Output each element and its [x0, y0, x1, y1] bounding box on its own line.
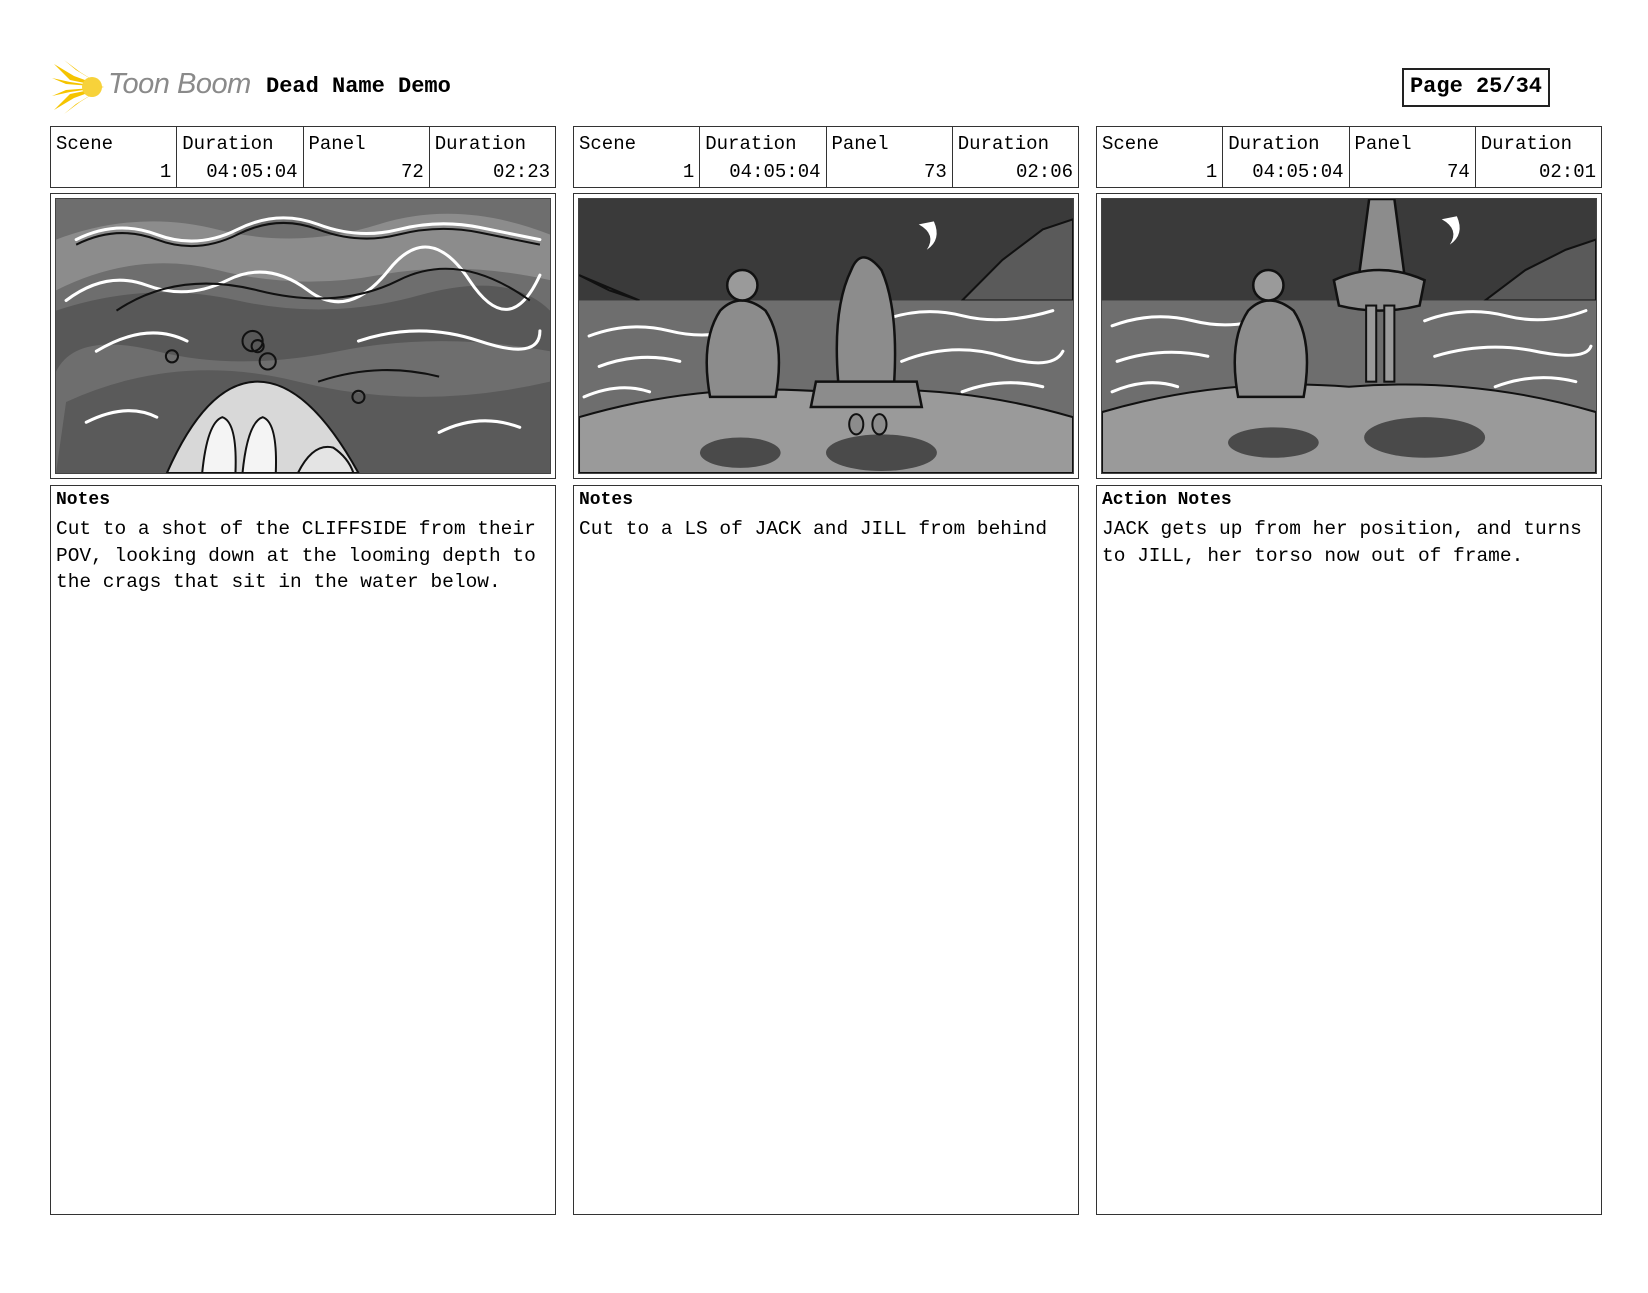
scene-duration-value: 04:05:04: [206, 161, 298, 183]
scene-value: 1: [1205, 161, 1218, 183]
panel-label: Panel: [1354, 133, 1412, 155]
panel-column-73: [573, 126, 1079, 1215]
panel-value: 73: [923, 161, 947, 183]
notes-title: Notes: [56, 490, 111, 510]
panel-duration-value: 02:06: [1015, 161, 1073, 183]
panel-cell: [826, 127, 952, 187]
notes-box: [50, 485, 556, 1215]
storyboard-frame: [50, 193, 556, 479]
scene-duration-value: 04:05:04: [1252, 161, 1344, 183]
duration-label: Duration: [434, 133, 526, 155]
notes-box: [1096, 485, 1602, 1215]
panel-duration-cell: [429, 127, 555, 187]
panel-value: 72: [400, 161, 424, 183]
sunburst-logo-icon: [52, 60, 106, 114]
panel-cell: [1349, 127, 1475, 187]
scene-cell: [574, 127, 699, 187]
panel-duration-cell: [952, 127, 1078, 187]
panel-column-72: [50, 126, 556, 1215]
duration-label: Duration: [182, 133, 274, 155]
scene-label: Scene: [579, 133, 637, 155]
brand-name: Toon Boom: [108, 68, 251, 100]
notes-title: Notes: [579, 490, 634, 510]
scene-label: Scene: [1102, 133, 1160, 155]
storyboard-frame: [573, 193, 1079, 479]
project-title: Dead Name Demo: [266, 74, 451, 99]
scene-duration-value: 04:05:04: [729, 161, 821, 183]
panel-duration-value: 02:01: [1538, 161, 1596, 183]
panel-info-table: [50, 126, 556, 188]
scene-duration-cell: [176, 127, 302, 187]
panel-value: 74: [1446, 161, 1470, 183]
panel-column-74: [1096, 126, 1602, 1215]
page-number: Page 25/34: [1402, 68, 1550, 107]
toon-boom-logo: [52, 58, 252, 114]
scene-duration-cell: [1222, 127, 1348, 187]
duration-label: Duration: [1480, 133, 1572, 155]
notes-text: Cut to a shot of the CLIFFSIDE from their POV, looking down at the looming depth to the crags that sit in the water below.: [56, 518, 548, 593]
duration-label: Duration: [705, 133, 797, 155]
storyboard-frame: [1096, 193, 1602, 479]
notes-title: Action Notes: [1102, 490, 1232, 510]
cliffside-pov-sketch: [56, 199, 550, 473]
duration-label: Duration: [1228, 133, 1320, 155]
scene-cell: [51, 127, 176, 187]
jack-stands-sketch: [1102, 199, 1596, 473]
panel-duration-cell: [1475, 127, 1601, 187]
duration-label: Duration: [957, 133, 1049, 155]
panel-cell: [303, 127, 429, 187]
scene-cell: [1097, 127, 1222, 187]
notes-box: [573, 485, 1079, 1215]
panel-info-table: [1096, 126, 1602, 188]
panel-label: Panel: [308, 133, 366, 155]
panel-info-table: [573, 126, 1079, 188]
jack-and-jill-behind-sketch: [579, 199, 1073, 473]
panel-duration-value: 02:23: [492, 161, 550, 183]
notes-text: Cut to a LS of JACK and JILL from behind: [579, 518, 1048, 540]
panel-label: Panel: [831, 133, 889, 155]
scene-value: 1: [682, 161, 695, 183]
notes-text: JACK gets up from her position, and turns to JILL, her torso now out of frame.: [1102, 518, 1594, 567]
scene-duration-cell: [699, 127, 825, 187]
scene-label: Scene: [56, 133, 114, 155]
scene-value: 1: [159, 161, 172, 183]
page-header: [52, 58, 1600, 114]
